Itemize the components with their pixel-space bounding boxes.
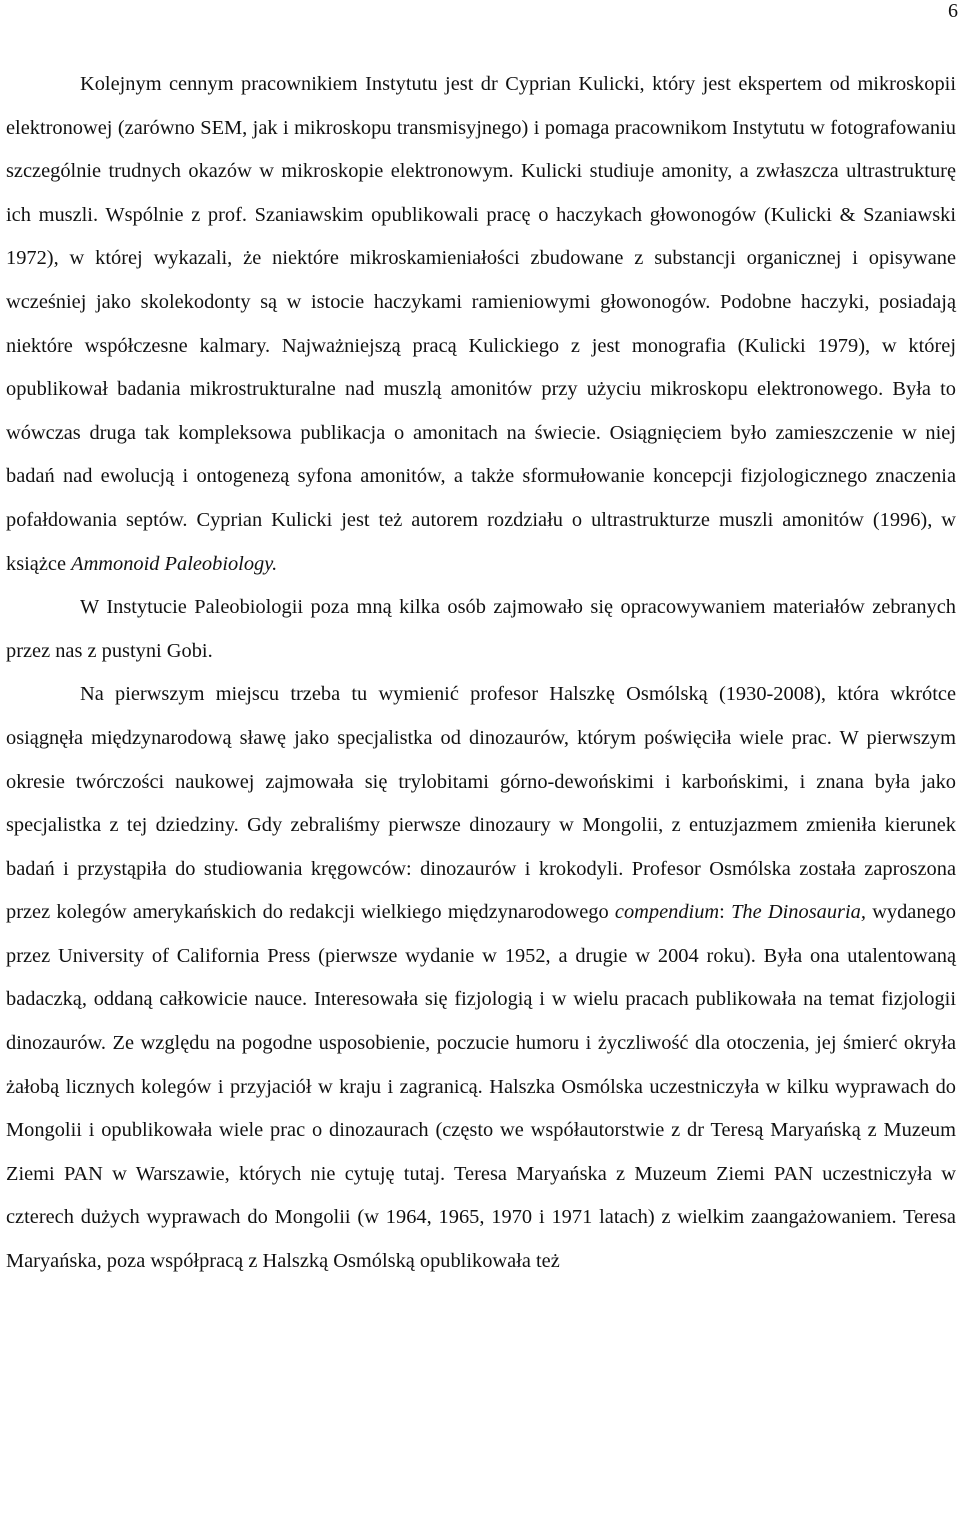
paragraph bbox=[6, 673, 956, 1283]
italic-text: The Dinosauria, bbox=[731, 901, 866, 924]
paragraph-text: wydanego przez University of California Press (pierwsze wydanie w 1952, a drugie w 2004 roku). Była ona utalentowaną badaczką, oddaną całkowicie nauce. Interesowała się fizjologią i w wielu pracach publikowała na temat fizjologii dinozaurów. Ze względu na pogodne usposobienie, poczucie humoru i życzliwość dla otoczenia, jej śmierć okryła żałobą licznych kolegów i przyjaciół w kraju i zagranicą. Halszka Osmólska uczestniczyła w kilku wyprawach do Mongolii i opublikowała wiele prac o dinozaurach (często we współautorstwie z dr Teresą Maryańską z Muzeum Ziemi PAN w Warszawie, których nie cytuję tutaj. Teresa Maryańska z Muzeum Ziemi PAN uczestniczyła w czterech dużych wyprawach do Mongolii (w 1964, 1965, 1970 i 1971 latach) z wielkim zaangażowaniem. Teresa Maryańska, poza współpracą z Halszką Osmólską opublikowała też bbox=[6, 901, 956, 1273]
paragraph bbox=[6, 586, 956, 673]
document-body bbox=[6, 63, 956, 1284]
italic-text: Ammonoid Paleobiology. bbox=[71, 552, 278, 575]
paragraph-text: Na pierwszym miejscu trzeba tu wymienić profesor Halszkę Osmólską (1930-2008), która wkrótce osiągnęła międzynarodową sławę jako specjalistka od dinozaurów, którym poświęciła wiele prac. W pierwszym okresie twórczości naukowej zajmowała się trylobitami górno-dewońskimi i karbońskimi, i znana była jako specjalistka z tej dziedziny. Gdy zebraliśmy pierwsze dinozaury w Mongolii, z entuzjazmem zmieniła kierunek badań i przystąpiła do studiowania kręgowców: dinozaurów i krokodyli. Profesor Osmólska została zaproszona przez kolegów amerykańskich do redakcji wielkiego międzynarodowego bbox=[6, 683, 956, 924]
paragraph-text: W Instytucie Paleobiologii poza mną kilka osób zajmowało się opracowywaniem materiałów zebranych przez nas z pustyni Gobi. bbox=[6, 596, 956, 662]
paragraph-text: Kolejnym cennym pracownikiem Instytutu jest dr Cyprian Kulicki, który jest ekspertem od mikroskopii elektronowej (zarówno SEM, jak i mikroskopu transmisyjnego) i pomaga pracownikom Instytutu w fotografowaniu szczególnie trudnych okazów w mikroskopie elektronowym. Kulicki studiuje amonity, a zwłaszcza ultrastrukturę ich muszli. Wspólnie z prof. Szaniawskim opublikowali pracę o haczykach głowonogów (Kulicki & Szaniawski 1972), w której wykazali, że niektóre mikroskamieniałości zbudowane z substancji organicznej i opisywane wcześniej jako skolekodonty są w istocie haczykami ramieniowymi głowonogów. Podobne haczyki, posiadają niektóre współczesne kalmary. Najważniejszą pracą Kulickiego z jest monografia (Kulicki 1979), w której opublikował badania mikrostrukturalne nad muszlą amonitów przy użyciu mikroskopu elektronowego. Była to wówczas druga tak kompleksowa publikacja o amonitach na świecie. Osiągnięciem było zamieszczenie w niej badań nad ewolucją i ontogenezą syfona amonitów, a także sformułowanie koncepcji fizjologicznego znaczenia pofałdowania septów. Cyprian Kulicki jest też autorem rozdziału o ultrastrukturze muszli amonitów (1996), w książce bbox=[6, 73, 956, 575]
paragraph-text: : bbox=[719, 901, 732, 924]
page-number: 6 bbox=[948, 0, 958, 22]
paragraph bbox=[6, 63, 956, 586]
italic-text: compendium bbox=[614, 901, 720, 924]
